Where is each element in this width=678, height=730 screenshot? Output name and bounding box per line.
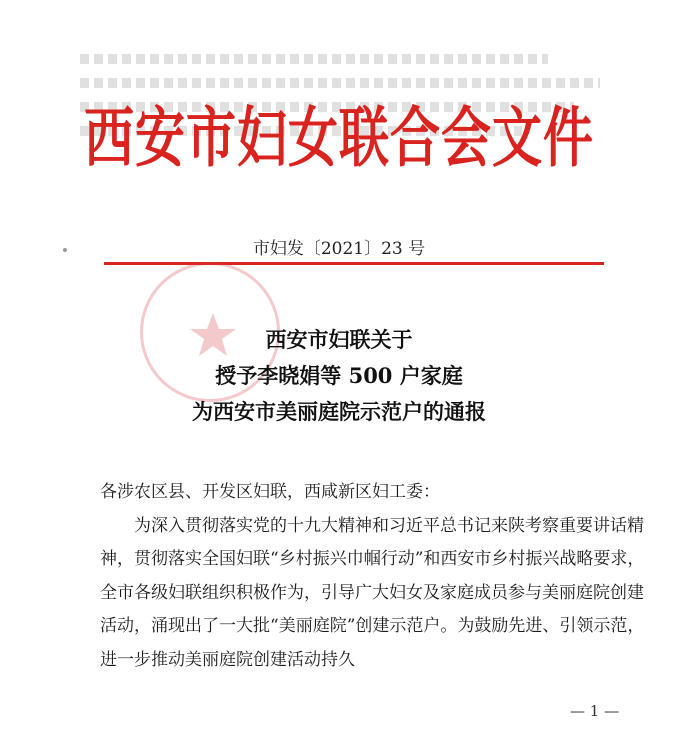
notice-title-line: 为西安市美丽庭院示范户的通报: [192, 399, 486, 424]
notice-title-line: 授予李晓娟等 500 户家庭: [215, 363, 463, 388]
body-text: [100, 476, 650, 677]
notice-title-line: 西安市妇联关于: [265, 327, 413, 352]
salutation: 各涉农区县、开发区妇联，西咸新区妇工委：: [100, 482, 440, 502]
body-paragraph: 为深入贯彻落实党的十九大精神和习近平总书记来陕考察重要讲话精神，贯彻落实全国妇联“乡村振兴巾帼行动”和西安市乡村振兴战略要求，全市各级妇联组织积极作为，引导广大妇女及家庭成员参与美丽庭院创建活动，涌现出了一大批“美丽庭院”创建示范户。为鼓励先进、引领示范，进一步推动美丽庭院创建活动持久: [100, 515, 645, 670]
notice-title: [0, 322, 678, 430]
header-title: 西安市妇女联合会文件: [84, 99, 594, 176]
page-number: — 1 —: [570, 702, 620, 720]
document-number: 市妇发〔2021〕23 号: [252, 239, 426, 259]
